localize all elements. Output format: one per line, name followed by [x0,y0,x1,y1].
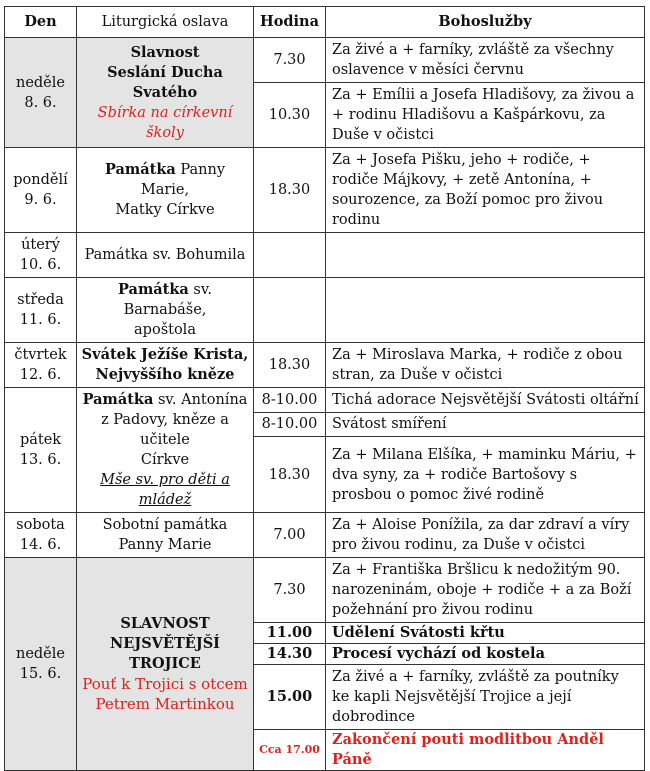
day-name: středa [17,292,64,308]
day-date: 9. 6. [24,192,57,208]
hour-cell: 10.30 [254,83,326,148]
hour-cell: 18.30 [254,437,326,513]
liturgy-title: Slavnost [130,43,200,61]
hour-cell: 18.30 [254,343,326,388]
service-cell: Za + Františka Bršlicu k nedožitým 90. narozeninám, oboje + rodiče + a za Boží požehnání pro živou rodinu [326,558,645,623]
liturgy-title: Nejvyššího kněze [95,366,235,383]
hour-cell: 14.30 [254,644,326,665]
hour-cell: 15.00 [254,665,326,730]
liturgy-name: sv. Antonína [153,392,248,408]
hour-cell: 8-10.00 [254,388,326,413]
hour-cell: 7.00 [254,513,326,558]
table-row [5,513,645,558]
liturgy-name: apoštola [134,322,196,338]
table-row [5,388,645,413]
header-liturgy: Liturgická oslava [77,7,254,38]
day-name: pondělí [13,172,68,188]
service-cell: Za + Milana Elšíka, + maminku Máriu, + dva syny, za + rodiče Bartošovy s prosbou o pomoc živé rodině [326,437,645,513]
liturgy-cell [77,388,254,513]
service-cell: Zakončení pouti modlitbou Anděl Páně [326,730,645,771]
liturgy-title: Seslání Ducha Svatého [107,63,223,101]
service-cell: Udělení Svátosti křtu [326,623,645,644]
day-date: 8. 6. [24,94,57,111]
pilgrimage-note: Petrem Martinkou [95,695,235,713]
table-row [5,38,645,83]
pilgrimage-note: Pouť k Trojici s otcem [82,675,248,693]
collection-note: Sbírka na církevní školy [97,104,233,141]
table-row [5,343,645,388]
table-row [5,148,645,233]
day-date: 12. 6. [19,367,62,383]
liturgy-cell [77,343,254,388]
service-cell: Za + Josefa Pišku, jeho + rodiče, + rodiče Májkovy, + zetě Antonína, + sourozence, za Boží pomoc pro živou rodinu [326,148,645,233]
header-services: Bohoslužby [326,7,645,38]
liturgy-name: z Padovy, kněze a učitele [101,412,229,448]
day-cell [5,388,77,513]
liturgy-name: Panny Marie [118,537,212,553]
service-cell [326,278,645,343]
liturgy-rank: Památka [82,391,154,408]
hour-cell: Cca 17.00 [254,730,326,771]
liturgy-cell [77,558,254,771]
day-name: neděle [15,74,65,91]
liturgy-rank: Památka [104,161,176,178]
liturgy-title: Svátek Ježíše Krista, [81,346,249,363]
day-cell [5,233,77,278]
liturgy-cell [77,278,254,343]
liturgy-name: sv. Barnabáše, [123,282,212,318]
liturgy-cell [77,38,254,148]
hour-cell: 7.30 [254,558,326,623]
hour-cell: 11.00 [254,623,326,644]
service-cell: Za + Aloise Ponížila, za dar zdraví a víry pro živou rodinu, za Duše v očistci [326,513,645,558]
service-cell: Tichá adorace Nejsvětější Svátosti oltářní [326,388,645,413]
header-row [5,7,645,38]
liturgy-name: Sobotní památka [102,517,228,533]
day-cell [5,558,77,771]
table-row [5,233,645,278]
mass-note: Mše sv. pro děti a mládež [100,472,230,508]
schedule-table [4,6,645,771]
hour-cell: 18.30 [254,148,326,233]
service-cell: Procesí vychází od kostela [326,644,645,665]
service-cell [326,233,645,278]
hour-cell: 8-10.00 [254,412,326,437]
day-cell [5,278,77,343]
liturgy-name: Církve [140,452,190,468]
day-name: neděle [15,646,65,662]
liturgy-title: SLAVNOST [120,615,210,632]
hour-cell [254,278,326,343]
service-cell: Za + Miroslava Marka, + rodiče z obou stran, za Duše v očistci [326,343,645,388]
hour-cell [254,233,326,278]
liturgy-cell: Památka sv. Bohumila [77,233,254,278]
day-name: čtvrtek [14,347,67,363]
liturgy-cell [77,148,254,233]
liturgy-name: Matky Církve [115,202,215,218]
day-cell [5,148,77,233]
service-cell: Za živé a + farníky, zvláště za všechny oslavence v měsíci červnu [326,38,645,83]
table-row [5,278,645,343]
header-hour: Hodina [254,7,326,38]
day-date: 15. 6. [19,666,62,682]
day-name: pátek [19,432,62,448]
liturgy-name: Panny Marie, [140,162,226,198]
header-day: Den [5,7,77,38]
liturgy-rank: Památka [118,281,189,298]
day-date: 14. 6. [19,537,62,553]
table-row [5,558,645,623]
service-cell: Za živé a + farníky, zvláště za poutníky ke kapli Nejsvětější Trojice a její dobrodince [326,665,645,730]
service-cell: Svátost smíření [326,412,645,437]
day-cell [5,513,77,558]
day-cell [5,343,77,388]
day-date: 10. 6. [19,257,62,273]
day-name: sobota [16,517,65,533]
day-name: úterý [21,237,60,253]
day-date: 13. 6. [19,452,62,468]
day-date: 11. 6. [19,312,62,328]
service-cell: Za + Emílii a Josefa Hladišovy, za živou a + rodinu Hladišovu a Kašpárkovu, za Duše v očistci [326,83,645,148]
day-cell [5,38,77,148]
liturgy-title: NEJSVĚTĚJŠÍ TROJICE [110,635,220,672]
hour-cell: 7.30 [254,38,326,83]
liturgy-cell [77,513,254,558]
